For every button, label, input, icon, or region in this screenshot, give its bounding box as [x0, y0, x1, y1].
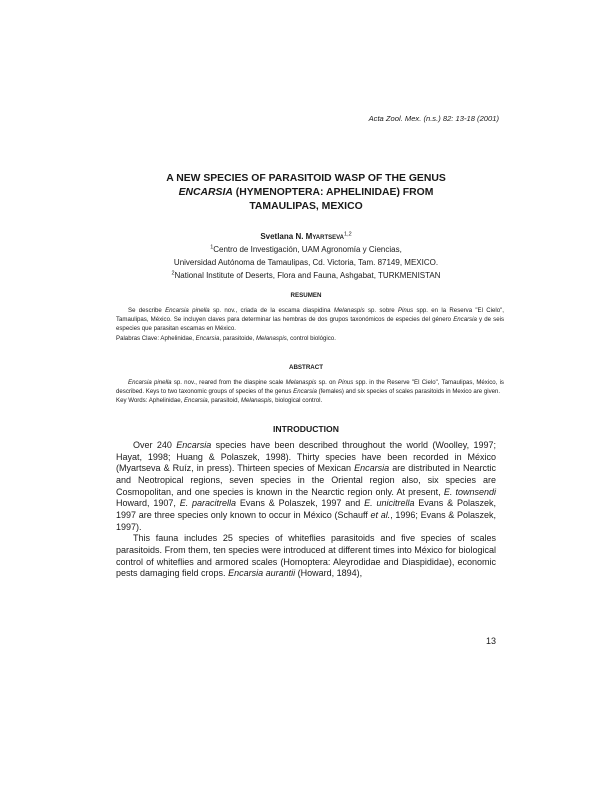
abstract-heading: ABSTRACT [288, 364, 324, 371]
author-block [118, 230, 494, 282]
page-number: 13 [485, 636, 496, 646]
author-name: Svetlana N. [260, 232, 306, 241]
resumen-keywords: Palabras Clave: Aphelinidae, Encarsia, parasitoide, Melanaspis, control biológico. [116, 334, 336, 342]
introduction-heading: INTRODUCTION [273, 424, 339, 434]
abstract-paragraph: Encarsia pinella sp. nov., reared from the diaspine scale Melanaspis sp. on Pinus spp. in the Reserve "El Cielo", Tamaulipas, México, is described. Keys to two taxonomic groups of species of the genus Encarsia (females) and six species of scales parasitoids in Mexico are given. [116, 379, 504, 396]
abstract-block [116, 378, 504, 406]
introduction-paragraph-1: Over 240 Encarsia species have been described throughout the world (Woolley, 1997; Hayat, 1998; Huang & Polaszek, 1998). Thirty species have been recorded in México (Myartseva & Ruíz, in press). Thirteen species of Mexican Encarsia are distributed in Nearctic and Neotropical regions, seven species in the Oriental region also, six species are Cosmopolitan, and one species is known in the Nearctic region only. At present, E. townsendi Howard, 1907, E. paracitrella Evans & Polaszek, 1997 and E. unicitrella Evans & Polaszek, 1997 are three species only known to occur in México (Schauff et al., 1996; Evans & Polaszek, 1997). [116, 440, 496, 532]
affiliation-1: $^1$Centro de Investigación, UAM Agronomía y Ciencias, [210, 244, 402, 254]
abstract-keywords: Key Words: Aphelinidae, Encarsia, parasitoid, Melanaspis, biological control. [116, 397, 323, 405]
affiliation-2: $^2$National Institute of Deserts, Flora and Fauna, Ashgabat, TURKMENISTAN [171, 270, 441, 280]
affiliation-1-cont: Universidad Autónoma de Tamaulipas, Cd. Victoria, Tam. 87149, MEXICO. [173, 258, 439, 267]
title-genus: ENCARSIA [178, 187, 233, 198]
journal-citation: Acta Zool. Mex. (n.s.) 82: 13-18 (2001) [368, 114, 499, 123]
title-line-2-rest: (HYMENOPTERA: APHELINIDAE) FROM [232, 187, 434, 198]
introduction-paragraph-2: This fauna includes 25 species of whiteflies parasitoids and five species of scales parasitoids. From them, ten species were introduced at different times into México for biological control of whiteflies and armored scales (Homoptera: Aleyrodidae and Diaspididae), economic pests damaging field crops. Encarsia aurantii (Howard, 1894), [116, 533, 496, 579]
title-line-3: TAMAULIPAS, MEXICO [249, 201, 363, 212]
author-surname: Myartseva [305, 232, 345, 241]
paper-title [118, 172, 494, 214]
introduction-body [116, 440, 496, 580]
author-affiliation-marks: 1,2 [344, 231, 352, 238]
resumen-heading: RESUMEN [290, 292, 322, 299]
resumen-block [116, 306, 504, 343]
resumen-paragraph: Se describe Encarsia pinella sp. nov., criada de la escama diaspidina Melanaspis sp. sobre Pinus spp. en la Reserva "El Cielo", Tamaulipas, México. Se incluyen claves para determinar las hembras de dos grupos taxonómicos de especies del género Encarsia y de seis especies que parasitan escamas en México. [116, 307, 504, 333]
title-line-2 [118, 186, 494, 200]
author-line [118, 230, 494, 243]
title-line-1: A NEW SPECIES OF PARASITOID WASP OF THE GENUS [166, 173, 446, 184]
